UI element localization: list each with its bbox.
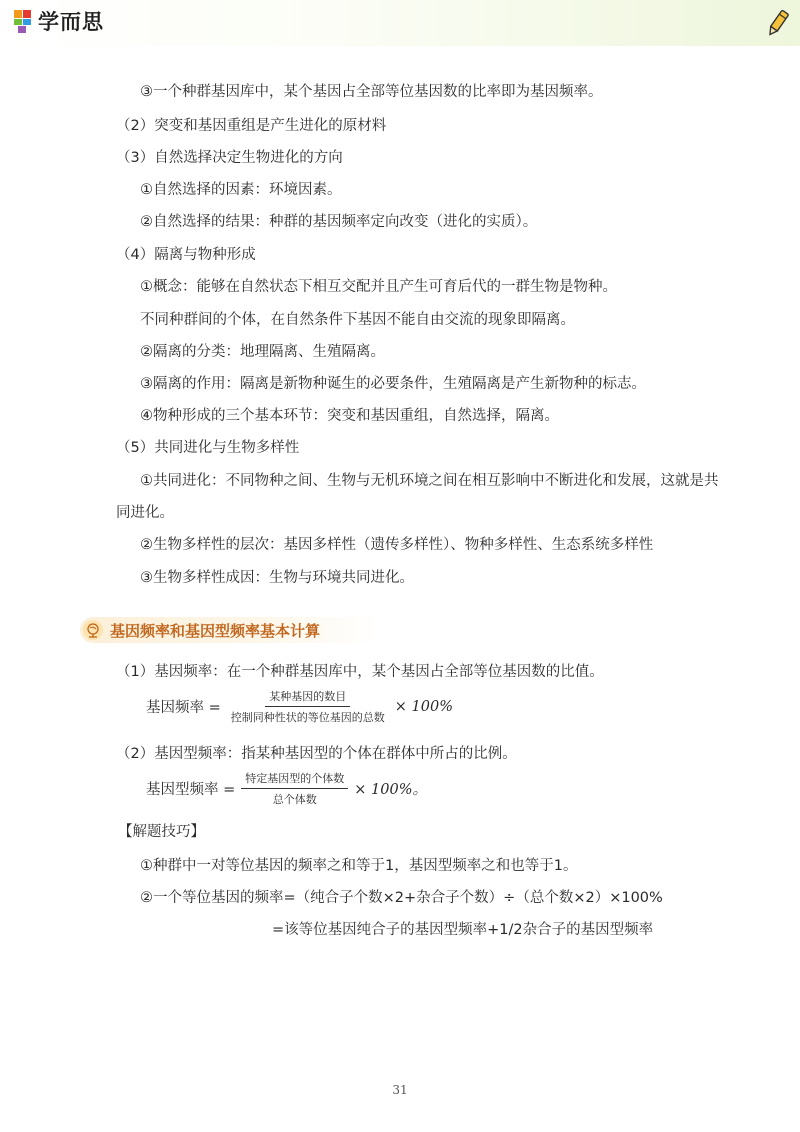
formula-multiplier: × 100%。 [354,782,427,798]
text-line: （5）共同进化与生物多样性 [116,440,300,456]
text-line: ①自然选择的因素：环境因素。 [140,182,342,198]
globe-icon [82,619,104,641]
fraction-denominator: 总个体数 [272,793,317,806]
page-header [0,0,800,46]
text-line: ③隔离的作用：隔离是新物种诞生的必要条件，生殖隔离是产生新物种的标志。 [140,376,646,392]
formula-label: 基因频率 = [146,700,221,716]
text-line: （2）突变和基因重组是产生进化的原材料 [116,118,387,134]
fraction-numerator: 特定基因型的个体数 [241,770,348,789]
text-line: ④物种形成的三个基本环节：突变和基因重组，自然选择，隔离。 [140,408,559,424]
fraction [241,770,348,807]
formula-genotype-frequency [146,770,427,807]
text-line: ②隔离的分类：地理隔离、生殖隔离。 [140,344,385,360]
pencil-icon [766,8,790,38]
brand-logo [12,6,104,36]
fraction-denominator: 控制同种性状的等位基因的总数 [230,711,385,724]
tip-line: ②一个等位基因的频率=（纯合子个数×2+杂合子个数）÷（总个数×2）×100% [140,890,663,906]
text-line: （3）自然选择决定生物进化的方向 [116,150,343,166]
brand-name: 学而思 [38,10,104,34]
page-number: 31 [392,1083,408,1097]
definition-genotype-frequency: （2）基因型频率：指某种基因型的个体在群体中所占的比例。 [116,746,517,762]
fraction-numerator: 某种基因的数目 [265,688,350,707]
formula-multiplier: × 100% [394,698,453,715]
text-line: 同进化。 [116,505,174,521]
brand-mark-icon [12,8,34,34]
text-line: 不同种群间的个体，在自然条件下基因不能自由交流的现象即隔离。 [140,312,575,328]
formula-gene-frequency [146,688,453,725]
section-heading [80,617,380,643]
formula-label: 基因型频率 = [146,782,236,798]
definition-gene-frequency: （1）基因频率：在一个种群基因库中，某个基因占全部等位基因数的比值。 [116,664,604,680]
tip-line: =该等位基因纯合子的基因型频率+1/2杂合子的基因型频率 [272,922,654,938]
text-line: ③生物多样性成因：生物与环境共同进化。 [140,570,414,586]
fraction [227,688,389,725]
tips-title: 【解题技巧】 [118,824,205,840]
text-line: ①共同进化：不同物种之间、生物与无机环境之间在相互影响中不断进化和发展，这就是共 [140,473,719,489]
tip-line: ①种群中一对等位基因的频率之和等于1，基因型频率之和也等于1。 [140,858,578,874]
text-line: ①概念：能够在自然状态下相互交配并且产生可育后代的一群生物是物种。 [140,279,617,295]
section-title: 基因频率和基因型频率基本计算 [110,621,321,640]
text-line: （4）隔离与物种形成 [116,247,256,263]
text-line: ②自然选择的结果：种群的基因频率定向改变（进化的实质）。 [140,214,538,230]
text-line: ②生物多样性的层次：基因多样性（遗传多样性）、物种多样性、生态系统多样性 [140,537,654,553]
text-line: ③一个种群基因库中，某个基因占全部等位基因数的比率即为基因频率。 [140,84,603,100]
